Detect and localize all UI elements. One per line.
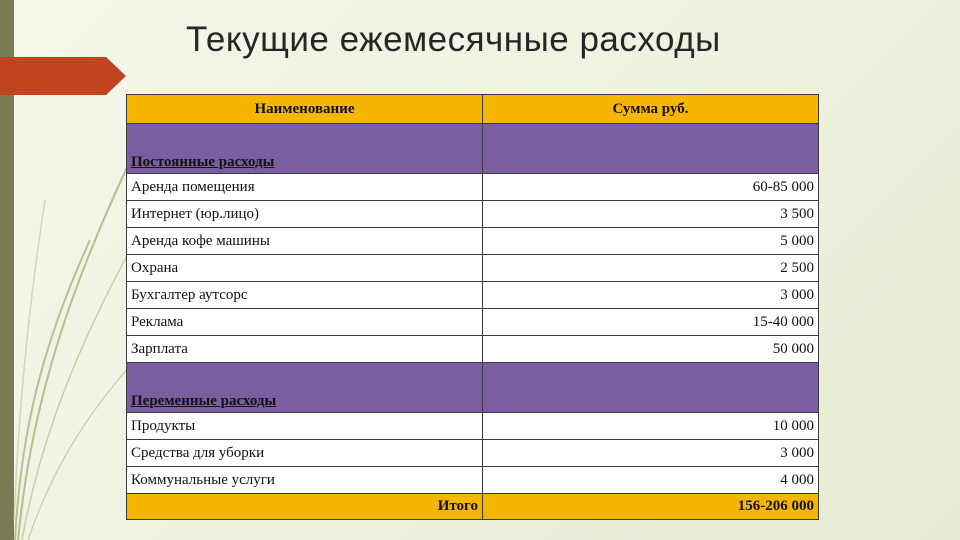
row-name: Аренда помещения	[127, 174, 483, 201]
table-row	[127, 255, 819, 282]
row-name: Продукты	[127, 413, 483, 440]
section-amount-empty	[483, 363, 819, 413]
table-row	[127, 413, 819, 440]
row-amount: 4 000	[483, 467, 819, 494]
table-row	[127, 336, 819, 363]
row-name: Реклама	[127, 309, 483, 336]
row-amount: 3 500	[483, 201, 819, 228]
expenses-table	[126, 94, 819, 520]
row-name: Зарплата	[127, 336, 483, 363]
section-row-fixed	[127, 124, 819, 174]
header-name: Наименование	[127, 95, 483, 124]
table-row	[127, 309, 819, 336]
header-amount: Сумма руб.	[483, 95, 819, 124]
table-row	[127, 467, 819, 494]
section-row-variable	[127, 363, 819, 413]
total-amount: 156-206 000	[483, 494, 819, 520]
table-row	[127, 201, 819, 228]
total-label: Итого	[127, 494, 483, 520]
row-name: Интернет (юр.лицо)	[127, 201, 483, 228]
accent-arrow-tab	[0, 57, 126, 95]
table-row	[127, 440, 819, 467]
expenses-table-container	[126, 94, 818, 520]
section-title: Постоянные расходы	[127, 124, 483, 174]
row-amount: 50 000	[483, 336, 819, 363]
row-amount: 3 000	[483, 440, 819, 467]
row-name: Коммунальные услуги	[127, 467, 483, 494]
table-header-row	[127, 95, 819, 124]
section-amount-empty	[483, 124, 819, 174]
table-row	[127, 228, 819, 255]
row-name: Аренда кофе машины	[127, 228, 483, 255]
section-title: Переменные расходы	[127, 363, 483, 413]
table-row	[127, 282, 819, 309]
table-row	[127, 174, 819, 201]
row-amount: 3 000	[483, 282, 819, 309]
total-row	[127, 494, 819, 520]
row-name: Средства для уборки	[127, 440, 483, 467]
row-amount: 60-85 000	[483, 174, 819, 201]
row-amount: 2 500	[483, 255, 819, 282]
slide-title: Текущие ежемесячные расходы	[186, 20, 721, 59]
row-name: Бухгалтер аутсорс	[127, 282, 483, 309]
row-amount: 5 000	[483, 228, 819, 255]
row-name: Охрана	[127, 255, 483, 282]
row-amount: 10 000	[483, 413, 819, 440]
row-amount: 15-40 000	[483, 309, 819, 336]
